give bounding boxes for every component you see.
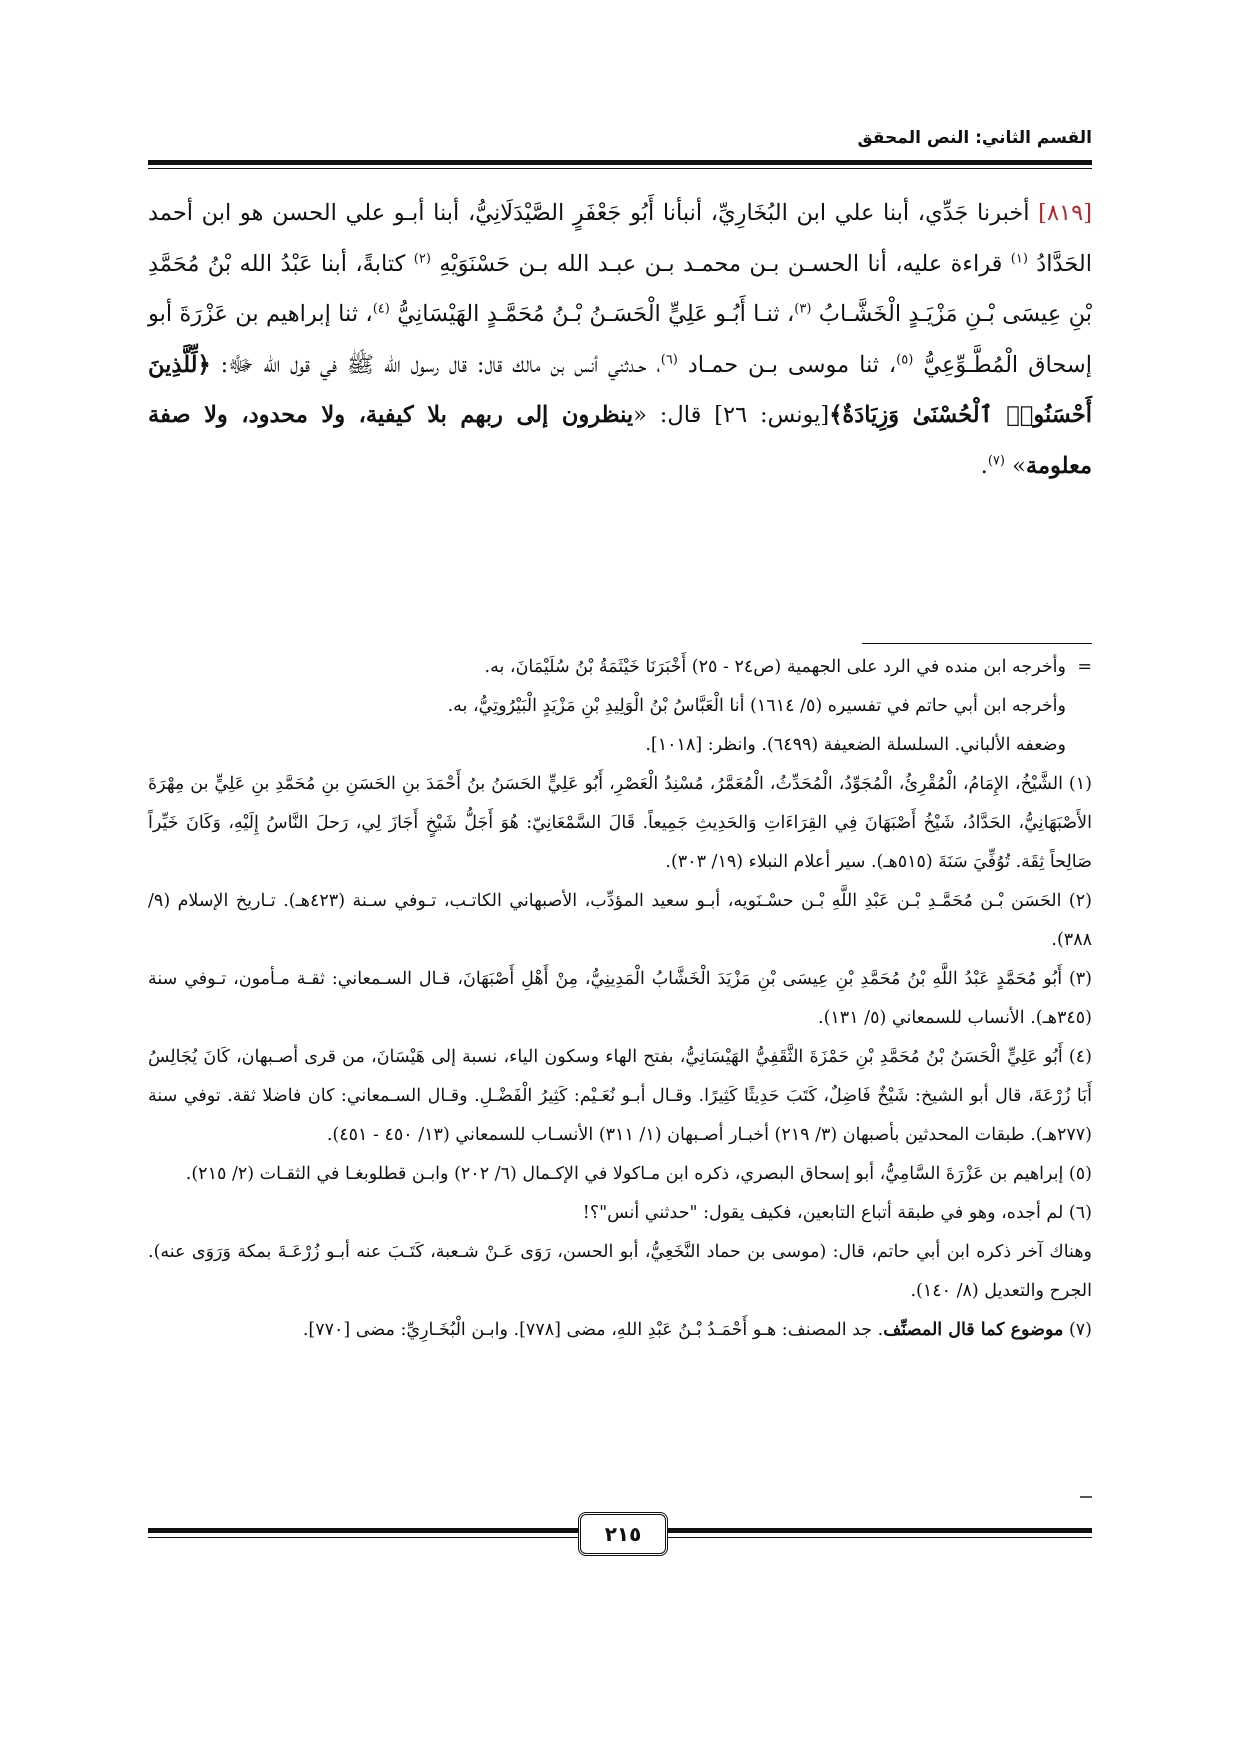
footnote-2: (٢) الحَسَن بْـن مُحَمَّـدِ بْـن عَبْدِ اللَّهِ بْـن حسْـنَويه، أبـو سعيد المؤدِّب، الأصبهاني الكاتـب، تـوفي سـنة (٤٢٣هـ). تـاريخ الإسلام (٩/ ٣٨٨). <box>148 891 1092 950</box>
footnote-ref-4[interactable]: (٤) <box>372 301 390 317</box>
main-text-part: . <box>980 452 988 479</box>
footnote-1: (١) الشَّيْخُ، الإِمَامُ، الْمُقْرِئُ، الْمُجَوِّدُ، الْمُحَدِّثُ، الْمُعَمَّرُ، مُسْنِدُ الْعَصْرِ، أَبُو عَلِيٍّ الحَسَنُ بنُ أَحْمَدَ بنِ الحَسَنِ بنِ مُحَمَّدِ بنِ عَلِيٍّ بن مِهْرَةَ الأَصْبَهَانِيُّ، الحَدَّادُ، شَيْخُ أَصْبَهَانَ فِي القِرَاءَاتِ وَالحَدِيثِ جَمِيعاً. قَالَ السَّمْعَانِيّ: هُوَ أَجَلُّ شَيْخٍ أَجَازَ لِي، رَحلَ النَّاسُ إِلَيْهِ، وَكَانَ خَيِّراً صَالِحاً ثِقَة. تُوُفِّيَ سَنَةَ (٥١٥هـ). سير أعلام النبلاء (١٩/ ٣٠٣). <box>148 774 1092 872</box>
footnote-5: (٥) إبراهيم بن عَزْرَةَ السَّامِيُّ، أبو إسحاق البصري، ذكره ابن مـاكولا في الإكـمال (٦/ ٢٠٢) وابـن قطلوبغـا في الثقـات (٢/ ٢١٥). <box>185 1164 1092 1184</box>
footnote-number: (٧) <box>1063 1320 1092 1340</box>
main-text-part: قراءة عليه، أنا الحسـن بـن محمـد بـن عبـد الله بـن حَسْنَوَيْهِ <box>439 250 1011 277</box>
footnote-ref-7[interactable]: (٧) <box>987 453 1005 468</box>
footnote-ref-3[interactable]: (٣) <box>794 301 812 317</box>
footnote-text: . جد المصنف: هـو أَحْمَـدُ بْـنُ عَبْدِ اللهِ، مضى [٧٧٨]. وابـن الْبُخَـارِيِّ: مضى [٧٧٠]. <box>302 1320 884 1340</box>
main-text-part: [يونس: ٢٦] قال: « <box>633 402 830 428</box>
main-text-part: أخبرنا جَدِّي، أبنا علي ابن البُخَارِيِّ، أنبأنا أَبُو جَعْفَرٍ الصَّيْدَلَانِيُّ، أبنا أبـو علي الحسن هو ابن أحمد الحَدَّادُ <box>148 200 1092 277</box>
hadith-number: [٨١٩] <box>1038 200 1092 226</box>
continuation-mark: = <box>1077 657 1092 677</box>
footnote-3: (٣) أَبُو مُحَمَّدٍ عَبْدُ اللَّهِ بْنُ مُحَمَّدِ بْنِ عِيسَى بْنِ مَزْيَدَ الْخَشَّابُ الْمَدِينِيُّ، مِنْ أَهْلِ أَصْبَهَانَ، قـال السـمعاني: ثقـة مـأمون، تـوفي سنة (٣٤٥هـ). الأنساب للسمعاني (٥/ ١٣١). <box>148 969 1092 1028</box>
footnote-6-extra: وهناك آخر ذكره ابن أبي حاتم، قال: (موسى بن حماد النَّخَعِيُّ، أبو الحسن، رَوَى عَـنْ شـعبة، كَتَـبَ عنه أبـو زُرْعَـةَ بمكة وَرَوَى عنه). الجرح والتعديل (٨/ ١٤٠). <box>148 1242 1092 1301</box>
footnote-continuation: وضعفه الألباني. السلسلة الضعيفة (٦٤٩٩). وانظر: [١٠١٨]. <box>645 735 1066 755</box>
footnote-text: وأخرجه ابن منده في الرد على الجهمية (ص٢٤ - ٢٥) أَخْبَرَنَا خَيْثَمَةُ بْنُ سُلَيْمَانَ، به. <box>484 657 1066 677</box>
footnote-ref-6[interactable]: (٦) <box>660 352 678 367</box>
running-header: القسم الثاني: النص المحقق <box>857 128 1092 148</box>
footnotes <box>148 648 1092 1350</box>
main-text-part: » <box>1012 452 1026 479</box>
footnote-continuation <box>148 648 1092 687</box>
quran-verse: ﴿لِّلَّذِينَ أَحْسَنُوا۟ ٱلْحُسْنَىٰ وَزِيَادَةٌ﴾ <box>148 351 1092 428</box>
footnote-continuation: وأخرجه ابن أبي حاتم في تفسيره (٥/ ١٦١٤) أنا الْعَبَّاسُ بْنُ الْوَلِيدِ بْنِ مَزْيَدٍ الْبَيْرُوتِيُّ، به. <box>447 696 1066 716</box>
main-text-part: كتابةً، أبنا عَبْدُ الله بْنُ مُحَمَّدِ بْنِ عِيسَى بْـنِ مَزْيَـدٍ الْخَشَّـابُ <box>148 250 1092 327</box>
footnote-verdict: موضوع كما قال المصنِّف <box>883 1320 1064 1340</box>
footnote-6: (٦) لم أجده، وهو في طبقة أتباع التابعين، فكيف يقول: "حدثني أنس"؟! <box>582 1203 1092 1223</box>
footnote-4: (٤) أَبُو عَلِيٍّ الْحَسَنُ بْنُ مُحَمَّدِ بْنِ حَمْزَةَ الثَّقَفِيُّ الهَيْسَانِيُّ، بفتح الهاء وسكون الياء، نسبة إلى هَيْسَانَ، من قرى أصـبهان، كَانَ يُجَالِسُ أَبَا زُرْعَةَ، قال أبو الشيخ: شَيْخٌ فَاضِلٌ، كَتَبَ حَدِيثًا كَثِيرًا. وقـال أبـو نُعَـيْم: كَثِيرُ الْفَضْـلِ. وقـال السـمعاني: كان فاضلا ثقة. توفي سنة (٢٧٧هـ). طبقات المحدثين بأصبهان (٣/ ٢١٩) أخبـار أصـبهان (١/ ٣١١) الأنسـاب للسمعاني (١٣/ ٤٥٠ - ٤٥١). <box>148 1047 1092 1145</box>
footnote-separator <box>862 643 1092 644</box>
footnote-ref-1[interactable]: (١) <box>1010 251 1028 266</box>
page <box>148 0 1092 1754</box>
header-rule-thick <box>148 160 1092 165</box>
footnote-ref-5[interactable]: (٥) <box>896 352 914 367</box>
main-text <box>148 188 1092 491</box>
main-text-part: ، ثنـا أَبُـو عَلِيٍّ الْحَسَـنُ بْـنُ مُحَمَّـدٍ الهَيْسَانِيُّ <box>397 301 795 327</box>
footnote-ref-2[interactable]: (٢) <box>413 251 431 266</box>
continuation-end-mark <box>1080 1496 1092 1498</box>
footnote-7 <box>148 1311 1092 1350</box>
main-text-part: ، حـدثني أنس بن مالك قال: قال رسول الله ﷺ في قول الله ﷻ: <box>210 351 661 378</box>
main-text-part: ، ثنا إبراهيم بن عَزْرَةَ أبو إسحاق الْمُطَّـوِّعِيُّ <box>148 301 1093 378</box>
hadith-text: ينظرون إلى ربهم بلا كيفية، ولا محدود، ولا صفة معلومة <box>148 402 1092 479</box>
header-rule-thin <box>148 168 1092 169</box>
page-number: ٢١٥ <box>578 1512 668 1556</box>
main-text-part: ، ثنا موسى بـن حمـاد <box>687 351 897 378</box>
